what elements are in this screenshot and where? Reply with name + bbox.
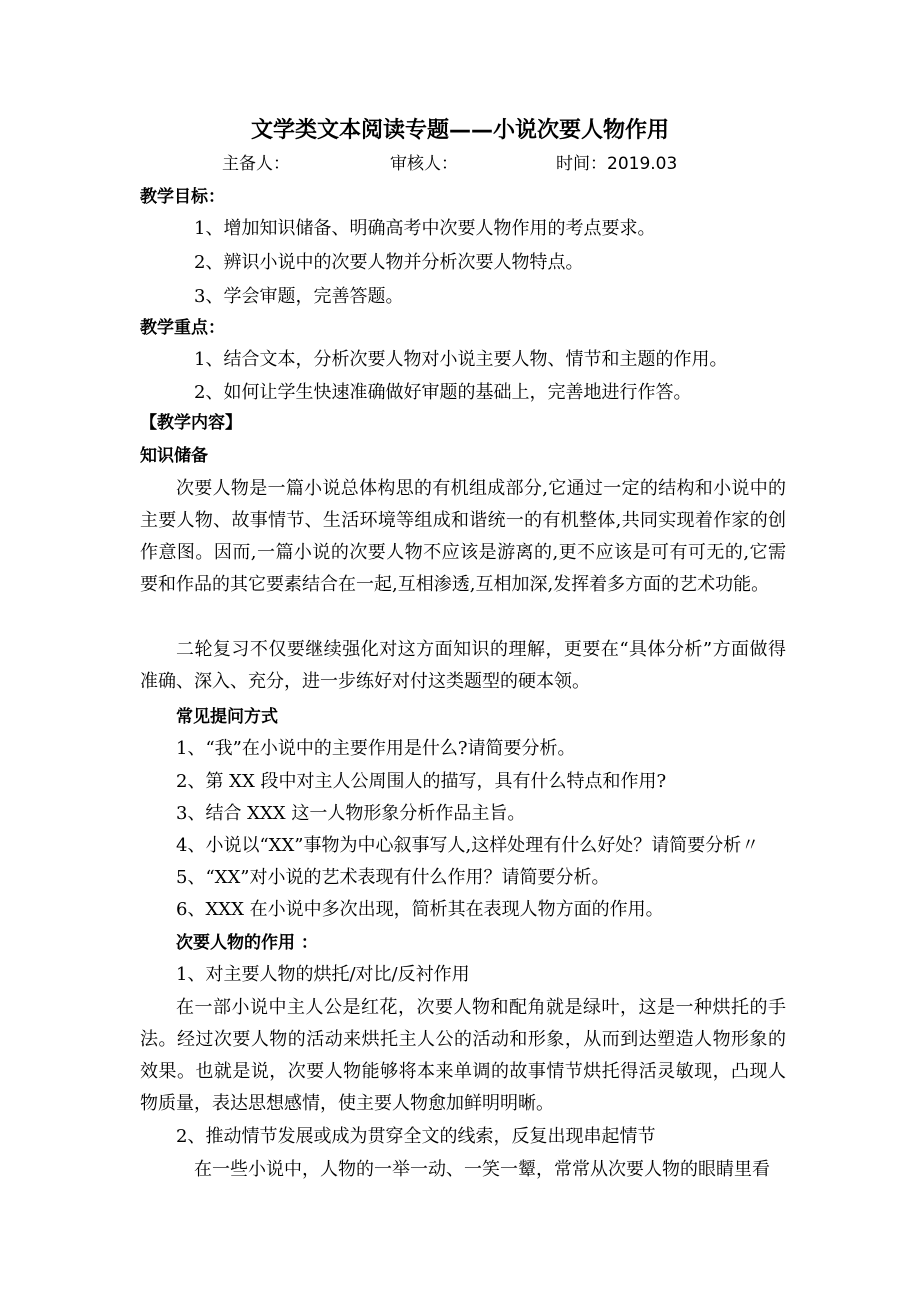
goal-item: 1、增加知识储备、明确高考中次要人物作用的考点要求。 bbox=[194, 218, 656, 239]
questions-heading: 常见提问方式 bbox=[176, 707, 278, 727]
meta-reviewer: 审核人： bbox=[390, 154, 458, 174]
role-paragraph: 在一些小说中，人物的一举一动、一笑一颦，常常从次要人物的眼睛里看 bbox=[194, 1159, 770, 1180]
meta-preparer: 主备人： bbox=[222, 154, 290, 174]
meta-time: 时间：2019.03 bbox=[556, 154, 678, 174]
focus-item: 2、如何让学生快速准确做好审题的基础上，完善地进行作答。 bbox=[194, 382, 692, 403]
document-title: 文学类文本阅读专题——小说次要人物作用 bbox=[250, 118, 669, 143]
question-item: 4、小说以“XX”事物为中心叙事写人,这样处理有什么好处？请简要分析〃 bbox=[176, 835, 760, 856]
knowledge-paragraph: 二轮复习不仅要继续强化对这方面知识的理解，更要在“具体分析”方面做得准确、深入、充分，进一步练好对付这类题型的硬本领。 bbox=[140, 639, 786, 692]
goals-heading: 教学目标： bbox=[140, 187, 225, 207]
question-item: 3、结合 XXX 这一人物形象分析作品主旨。 bbox=[176, 803, 526, 824]
question-item: 2、第 XX 段中对主人公周围人的描写，具有什么特点和作用? bbox=[176, 771, 667, 792]
roles-heading: 次要人物的作用 ： bbox=[176, 933, 318, 953]
role-title: 1、对主要人物的烘托/对比/反衬作用 bbox=[176, 964, 470, 985]
role-title: 2、推动情节发展或成为贯穿全文的线索，反复出现串起情节 bbox=[176, 1126, 656, 1147]
question-item: 6、XXX 在小说中多次出现，简析其在表现人物方面的作用。 bbox=[176, 899, 664, 920]
question-item: 5、“XX”对小说的艺术表现有什么作用？请简要分析。 bbox=[176, 867, 610, 888]
knowledge-paragraph: 次要人物是一篇小说总体构思的有机组成部分,它通过一定的结构和小说中的主要人物、故事情节、生活环境等组成和谐统一的有机整体,共同实现着作家的创作意图。因而,一篇小说的次要人物不应该是游离的,更不应该是可有可无的,它需要和作品的其它要素结合在一起,互相渗透,互相加深,发挥着多方面的艺术功能。 bbox=[140, 478, 786, 595]
knowledge-heading: 知识储备 bbox=[140, 446, 208, 466]
focus-heading: 教学重点： bbox=[140, 318, 225, 338]
goal-item: 2、辨识小说中的次要人物并分析次要人物特点。 bbox=[194, 252, 584, 273]
question-item: 1、“我”在小说中的主要作用是什么?请简要分析。 bbox=[176, 738, 576, 759]
goal-item: 3、学会审题，完善答题。 bbox=[194, 286, 404, 307]
focus-item: 1、结合文本，分析次要人物对小说主要人物、情节和主题的作用。 bbox=[194, 349, 728, 370]
content-heading: 【教学内容】 bbox=[140, 413, 242, 433]
role-paragraph: 在一部小说中主人公是红花，次要人物和配角就是绿叶，这是一种烘托的手法。经过次要人物的活动来烘托主人公的活动和形象，从而到达塑造人物形象的效果。也就是说，次要人物能够将本来单调的故事情节烘托得活灵敏现，凸现人物质量，表达思想感情，使主要人物愈加鲜明明晰。 bbox=[140, 997, 786, 1114]
